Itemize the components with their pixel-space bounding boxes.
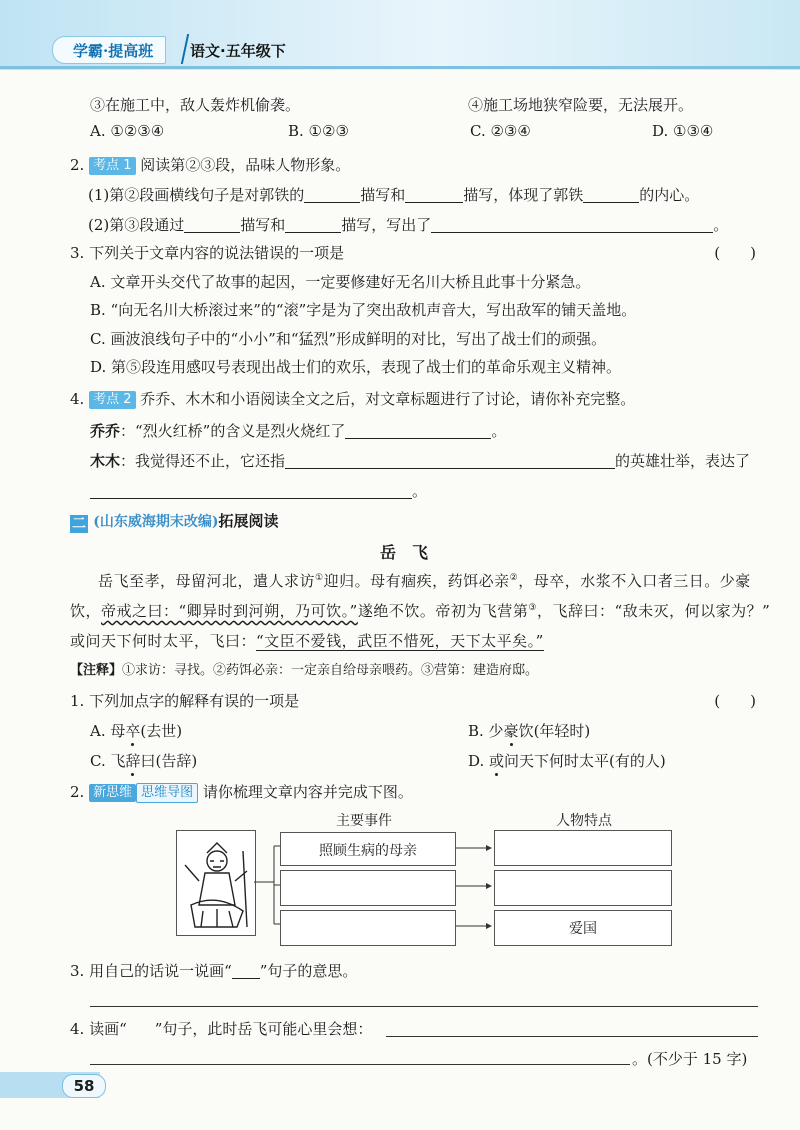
s2q4-word-limit: 。(不少于 15 字) xyxy=(632,1050,748,1068)
s2q4-stem xyxy=(70,1018,372,1039)
s2q2-stem xyxy=(70,781,413,803)
q4-mumu-blank-1[interactable] xyxy=(285,454,615,469)
q2-sub2-text-a: (2)第③段通过 xyxy=(88,216,185,234)
s2q3-stem xyxy=(70,960,357,981)
s2q3-text-a: 用自己的话说一说画“ xyxy=(89,962,232,980)
s2q1-text: 下列加点字的解释有误的一项是 xyxy=(89,692,300,710)
q3-option-c: C. 画波浪线句子中的“小小”和“猛烈”形成鲜明的对比，写出了战士们的顽强。 xyxy=(90,330,607,348)
event-box-3[interactable] xyxy=(280,910,456,946)
event-1-text: 照顾生病的母亲 xyxy=(319,843,417,859)
q4-mumu-line xyxy=(90,450,750,471)
section-label: 拓展阅读 xyxy=(218,512,279,530)
speaker-mumu: 木木 xyxy=(90,452,121,470)
s2q4-answer-line-2[interactable] xyxy=(90,1064,630,1065)
q2-sub2-text-b: 描写和 xyxy=(240,216,286,234)
q4-mumu-end: 。 xyxy=(412,482,428,500)
q2-sub1-text-a: (1)第②段画横线句子是对郭铁的 xyxy=(88,186,305,204)
q1-choice-b: B. ①②③ xyxy=(288,122,349,140)
q2-text: 阅读第②③段，品味人物形象。 xyxy=(140,156,351,174)
straight-underline-sample xyxy=(232,964,260,979)
s2q1-answer-paren[interactable]: ( ) xyxy=(714,692,756,710)
q4-mumu-blank-2[interactable] xyxy=(90,484,412,499)
s2q3-answer-line[interactable] xyxy=(90,1006,758,1007)
s2q4-answer-line-1[interactable] xyxy=(386,1036,758,1037)
q2-sub1-blank-1[interactable] xyxy=(304,188,360,203)
passage-title: 岳 飞 xyxy=(380,543,429,562)
passage-text-3a: 或问天下何时太平，飞曰： xyxy=(70,632,257,650)
q3-option-b: B. “向无名川大桥滚过来”的“滚”字是为了突出敌机声音大，写出敌军的铺天盖地。 xyxy=(90,301,637,319)
diagram-header-traits: 人物特点 xyxy=(556,813,612,829)
q4-qiaoqiao-text: ：“烈火红桥”的含义是烈火烧红了 xyxy=(120,422,346,440)
passage-line-1 xyxy=(98,570,751,591)
section-number-icon: 二 xyxy=(72,516,86,532)
s2q1-option-d-post: 问天下何时太平(有的人) xyxy=(504,752,666,770)
s2q1-option-d-pre: D. xyxy=(468,752,490,770)
q2-sub1-text-b: 描写和 xyxy=(360,186,406,204)
s2q1-option-b xyxy=(468,720,590,741)
yue-fei-illustration xyxy=(176,830,256,936)
passage-text-1c: ，母卒，水浆不入口者三日。少豪 xyxy=(518,572,751,590)
wavy-underline-sample xyxy=(127,1020,155,1038)
q2-sub1-text-c: 描写，体现了郭铁 xyxy=(463,186,584,204)
s2q4-text-b: ”句子，此时岳飞可能心里会想： xyxy=(154,1020,373,1038)
q4-stem xyxy=(70,388,635,409)
q4-mumu-text-2: 的英雄壮举，表达了 xyxy=(615,452,751,470)
page-number: 58 xyxy=(62,1074,106,1098)
q2-sub1 xyxy=(88,184,699,205)
s2q2-text: 请你梳理文章内容并完成下图。 xyxy=(202,783,413,801)
q4-qiaoqiao-end: 。 xyxy=(491,422,507,440)
passage-line-2 xyxy=(70,600,770,621)
dotted-char-d: 或 xyxy=(489,752,505,770)
passage-text-2a: 饮， xyxy=(70,602,102,620)
note-mark-3: ③ xyxy=(528,603,537,613)
q2-sub2-blank-3[interactable] xyxy=(431,218,713,233)
q3-text: 下列关于文章内容的说法错误的一项是 xyxy=(89,244,345,262)
q4-text: 乔乔、木木和小语阅读全文之后，对文章标题进行了讨论，请你补充完整。 xyxy=(140,390,636,408)
s2q1-stem xyxy=(70,690,299,711)
dotted-char-b: 豪 xyxy=(503,722,519,740)
mind-map-tag: 思维导图 xyxy=(136,783,198,803)
new-thinking-tag: 新思维 xyxy=(89,784,136,802)
passage-line-3 xyxy=(70,630,544,651)
q2-tag: 考点 1 xyxy=(89,157,135,175)
passage-text-2d: ，飞辞曰：“敌未灭，何以家为？” xyxy=(536,602,771,620)
q2-sub2-text-d: 。 xyxy=(713,216,729,234)
brand-badge xyxy=(52,36,166,64)
q3-option-a: A. 文章开头交代了故事的起因，一定要修建好无名川大桥且此事十分紧急。 xyxy=(90,273,591,291)
note-mark-2: ② xyxy=(509,573,519,583)
section-source: (山东威海期末改编) xyxy=(93,514,219,530)
q3-number: 3. xyxy=(70,244,85,262)
notes-label: 【注释】 xyxy=(70,663,123,678)
passage-text-1b: 迎归。母有痼疾，药饵必亲 xyxy=(323,572,510,590)
brand-label: 学霸·提高班 xyxy=(73,41,154,60)
subject-title: 语文·五年级下 xyxy=(190,42,286,60)
warrior-illustration-icon xyxy=(177,831,255,935)
trait-box-2[interactable] xyxy=(494,870,672,906)
diagram-header-events: 主要事件 xyxy=(336,813,392,829)
s2q4-number: 4. xyxy=(70,1020,85,1038)
q4-mumu-line-2 xyxy=(90,480,427,501)
s2q1-option-c xyxy=(90,750,197,771)
passage-text-2c: 遂绝不饮。帝初为飞营第 xyxy=(357,602,529,620)
q3-option-d: D. 第⑤段连用感叹号表现出战士们的欢乐，表现了战士们的革命乐观主义精神。 xyxy=(90,358,622,376)
q2-sub1-blank-3[interactable] xyxy=(583,188,639,203)
q1-choice-d: D. ①③④ xyxy=(652,122,714,140)
underlined-sentence: “文臣不爱钱，武臣不惜死，天下太平矣。” xyxy=(256,632,544,650)
speaker-qiaoqiao: 乔乔 xyxy=(90,422,121,440)
s2q1-option-a-pre: A. 母 xyxy=(90,722,126,740)
s2q1-option-d xyxy=(468,750,666,771)
wavy-underlined-sentence: 帝戒之曰：“卿异时到河朔，乃可饮。” xyxy=(101,602,358,620)
q2-sub2 xyxy=(88,214,728,235)
q2-sub2-blank-2[interactable] xyxy=(285,218,341,233)
q4-qiaoqiao-line xyxy=(90,420,506,441)
header-rule xyxy=(0,66,800,69)
s2q1-option-a-post: (去世) xyxy=(140,722,183,740)
q1-item-4: ④施工场地狭窄险要，无法展开。 xyxy=(468,96,694,114)
s2q2-number: 2. xyxy=(70,783,85,801)
section-2-heading xyxy=(70,510,279,533)
q2-number: 2. xyxy=(70,156,85,174)
event-box-2[interactable] xyxy=(280,870,456,906)
q4-number: 4. xyxy=(70,390,85,408)
q4-mumu-text: ：我觉得还不止，它还指 xyxy=(120,452,286,470)
s2q1-option-c-post: 曰(告辞) xyxy=(140,752,198,770)
q2-sub2-blank-1[interactable] xyxy=(184,218,240,233)
s2q1-option-b-pre: B. 少 xyxy=(468,722,504,740)
q2-sub1-blank-2[interactable] xyxy=(405,188,463,203)
s2q4-text-a: 读画“ xyxy=(89,1020,127,1038)
trait-3-text: 爱国 xyxy=(569,921,597,937)
annotation-notes xyxy=(70,659,538,678)
passage-text-1a: 岳飞至孝，母留河北，遣人求访 xyxy=(98,572,316,590)
q1-item-3: ③在施工中，敌人轰炸机偷袭。 xyxy=(90,96,301,114)
s2q1-option-b-post: 饮(年轻时) xyxy=(518,722,591,740)
q3-stem xyxy=(70,242,344,263)
s2q1-option-a xyxy=(90,720,182,741)
q4-qiaoqiao-blank[interactable] xyxy=(345,424,491,439)
q1-choice-c: C. ②③④ xyxy=(470,122,531,140)
q3-answer-paren[interactable]: ( ) xyxy=(714,244,756,262)
q2-stem xyxy=(70,154,350,175)
s2q1-number: 1. xyxy=(70,692,85,710)
q2-sub2-text-c: 描写，写出了 xyxy=(341,216,432,234)
q1-choice-a: A. ①②③④ xyxy=(90,122,165,140)
dotted-char-a: 卒 xyxy=(125,722,141,740)
q2-sub1-text-d: 的内心。 xyxy=(639,186,700,204)
s2q3-number: 3. xyxy=(70,962,85,980)
s2q3-text-b: ”句子的意思。 xyxy=(259,962,358,980)
trait-box-1[interactable] xyxy=(494,830,672,866)
q4-tag: 考点 2 xyxy=(89,391,135,409)
dotted-char-c: 辞 xyxy=(125,752,141,770)
note-mark-1: ① xyxy=(315,573,324,583)
s2q1-option-c-pre: C. 飞 xyxy=(90,752,126,770)
notes-text: ①求访：寻找。②药饵必亲：一定亲自给母亲喂药。③营第：建造府邸。 xyxy=(122,663,539,678)
